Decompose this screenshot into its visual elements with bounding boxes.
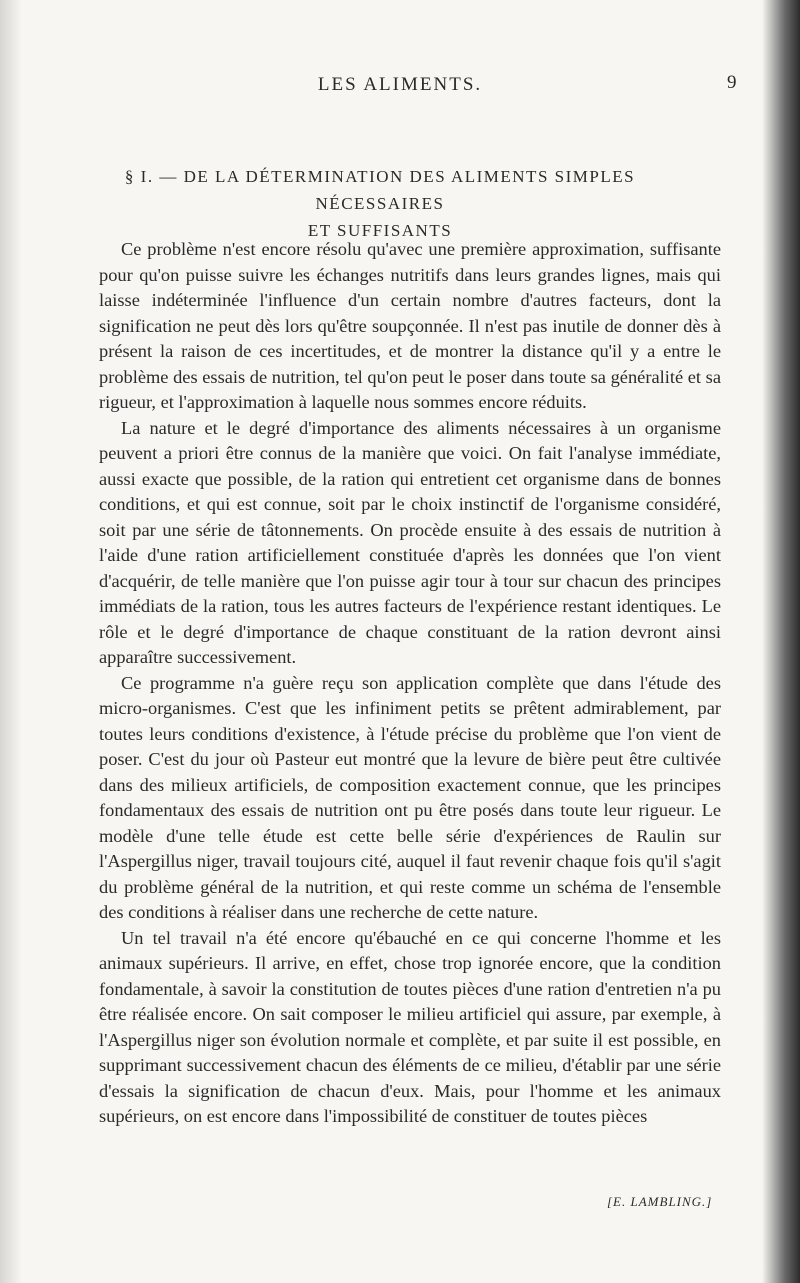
paragraph-2: La nature et le degré d'importance des aliments nécessaires à un organisme peuvent a priori être connus de la manière que voici. On fait l'analyse immédiate, aussi exacte que possible, de la ration qui entretient cet organisme dans de bonnes conditions, et qui est connue, soit par le choix instinctif de l'organisme considéré, soit par une série de tâtonnements. On procède ensuite à des essais de nutrition à l'aide d'une ration artificiellement constituée d'après les données que l'on vient d'acquérir, de telle manière que l'on puisse agir tour à tour sur chacun des principes immédiats de la ration, tous les autres facteurs de l'expérience restant identiques. Le rôle et le degré d'importance de chaque constituant de la ration devront ainsi apparaître successivement. (99, 417, 721, 667)
footer-signature: [E. LAMBLING.] (607, 1194, 713, 1209)
paragraph-1: Ce problème n'est encore résolu qu'avec une première approximation, suffisante pour qu'on puisse suivre les échanges nutritifs dans leurs grandes lignes, mais qui laisse indéterminée l'influence d'un certain nombre d'autres facteurs, dont la signification ne peut dès lors qu'être soupçonnée. Il n'est pas inutile de donner dès à présent la raison de ces incertitudes, et de montrer la distance qu'il y a entre le problème des essais de nutrition, tel qu'on peut le poser dans toute sa généralité et sa rigueur, et l'approximation à laquelle nous sommes encore réduits. (99, 239, 721, 412)
paragraph-3: Ce programme n'a guère reçu son application complète que dans l'étude des micro-organismes. C'est que les infiniment petits se prêtent admirablement, par toutes leurs conditions d'existence, à l'étude précise du problème que l'on vient de poser. C'est du jour où Pasteur eut montré que la levure de bière peut être cultivée dans des milieux artificiels, de composition exactement connue, que les principes fondamentaux des essais de nutrition ont pu être posés dans toute leur rigueur. Le modèle d'une telle étude est cette belle série d'expériences de Raulin sur l'Aspergillus niger, travail toujours cité, auquel il faut revenir chaque fois qu'il s'agit du problème général de la nutrition, et qui reste comme un schéma de l'ensemble des conditions à réaliser dans une recherche de cette nature. (99, 672, 721, 922)
paragraph-4: Un tel travail n'a été encore qu'ébauché en ce qui concerne l'homme et les animaux supérieurs. Il arrive, en effet, chose trop ignorée encore, que la condition fondamentale, à savoir la constitution de toutes pièces d'une ration d'entretien n'a pu être réalisée encore. On sait composer le milieu artificiel qui assure, par exemple, à l'Aspergillus niger son évolution normale et complète, et par suite il est possible, en supprimant successivement chacun des éléments de ce milieu, d'établir par une série d'essais la signification de chacun d'eux. Mais, pour l'homme et les animaux supérieurs, on est encore dans l'impossibilité de constituer de toutes pièces (99, 927, 721, 1126)
body-text (99, 237, 721, 1130)
section-heading-line-2: ET SUFFISANTS (307, 221, 453, 240)
running-head: LES ALIMENTS. (317, 74, 483, 95)
section-heading-line-1: § I. — DE LA DÉTERMINATION DES ALIMENTS SIMPLES NÉCESSAIRES (124, 167, 636, 213)
page-number: 9 (727, 72, 737, 93)
section-heading (100, 163, 660, 244)
